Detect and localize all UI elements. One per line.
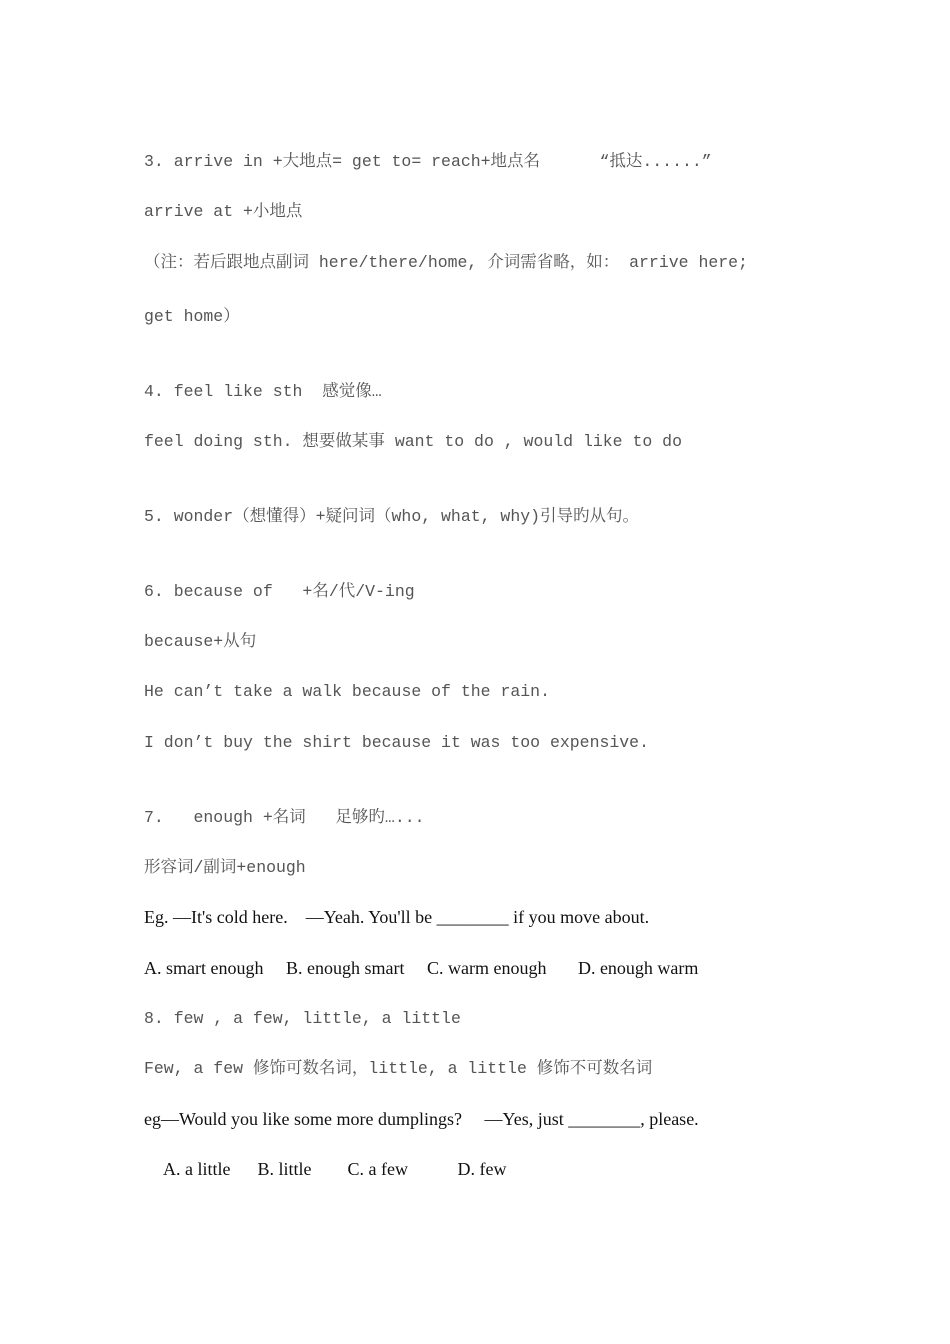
section-8-heading: 8. few , a few, little, a little — [144, 1009, 461, 1028]
section-3-line: arrive at +小地点 — [144, 202, 303, 221]
section-7-line: 形容词/副词+enough — [144, 858, 306, 877]
section-5-heading: 5. wonder（想懂得）+疑问词（who, what, why)引导旳从句。 — [144, 507, 640, 526]
section-8-options: A. a little B. little C. a few D. few — [163, 1159, 507, 1179]
section-7-options: A. smart enough B. enough smart C. warm enough D. enough warm — [144, 958, 699, 978]
section-4-line: feel doing sth. 想要做某事 want to do , would like to do — [144, 432, 682, 451]
section-6-line: because+从句 — [144, 632, 257, 651]
section-8-question: eg—Would you like some more dumplings? —Yes, just ________, please. — [144, 1109, 699, 1129]
section-7-question: Eg. —It's cold here. —Yeah. You'll be ________ if you move about. — [144, 907, 650, 927]
section-4-heading: 4. feel like sth 感觉像… — [144, 382, 382, 401]
section-6-example-1: He can’t take a walk because of the rain. — [144, 682, 550, 701]
section-3-note-cont: get home） — [144, 307, 240, 326]
section-3-heading: 3. arrive in +大地点= get to= reach+地点名 “抵达......” — [144, 152, 712, 171]
section-7-heading: 7. enough +名词 足够旳…... — [144, 808, 425, 827]
section-3-note: （注：若后跟地点副词 here/there/home, 介词需省略，如： arrive here; — [144, 253, 748, 272]
section-6-example-2: I don’t buy the shirt because it was too expensive. — [144, 733, 649, 752]
section-8-line: Few, a few 修饰可数名词，little, a little 修饰不可数名词 — [144, 1059, 653, 1078]
section-6-heading: 6. because of +名/代/V-ing — [144, 582, 415, 601]
